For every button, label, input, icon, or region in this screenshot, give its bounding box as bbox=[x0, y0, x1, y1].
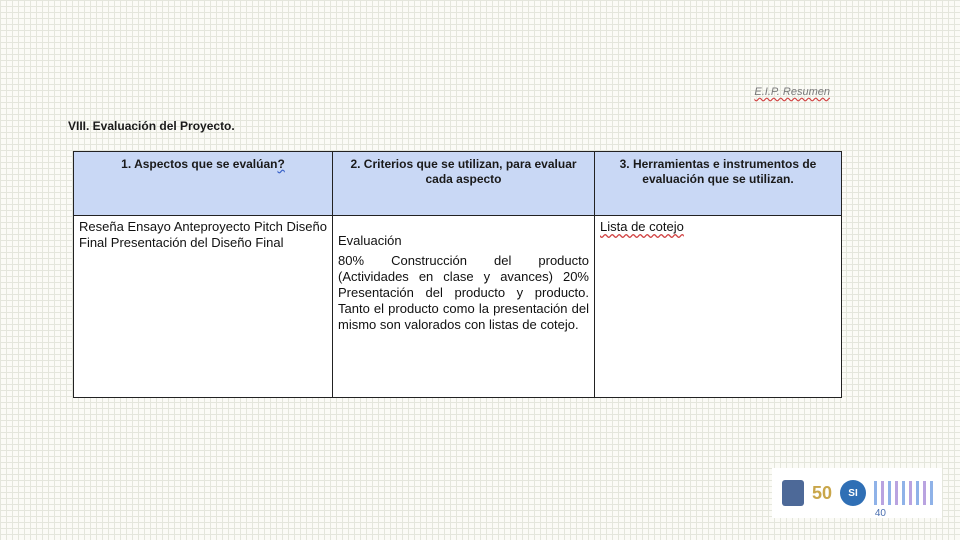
cell-criteria bbox=[333, 216, 595, 398]
evaluation-table bbox=[73, 151, 842, 398]
cell-aspects: Reseña Ensayo Anteproyecto Pitch Diseño Final Presentación del Diseño Final bbox=[74, 216, 333, 398]
anniversary-logo: 50 bbox=[812, 483, 833, 503]
criteria-body: 80% Construcción del producto (Actividades en clase y avances) 20% Presentación del producto y producto. Tanto el producto como la presentación del mismo son valorados con listas de cotejo. bbox=[338, 253, 589, 332]
header-tag: E.I.P. Resumen bbox=[754, 86, 830, 98]
header-aspects-suffix: ? bbox=[277, 157, 285, 171]
header-aspects-text: 1. Aspectos que se evalúan bbox=[121, 157, 278, 171]
tools-text: Lista de cotejo bbox=[600, 219, 684, 234]
header-tools: 3. Herramientas e instrumentos de evaluación que se utilizan. bbox=[595, 152, 842, 216]
table-row bbox=[74, 216, 842, 398]
section-title: VIII. Evaluación del Proyecto. bbox=[68, 119, 235, 133]
cell-tools bbox=[595, 216, 842, 398]
si-logo: SI bbox=[840, 480, 866, 506]
stripes-logo-icon bbox=[874, 481, 934, 505]
criteria-label: Evaluación bbox=[338, 233, 402, 248]
header-aspects bbox=[74, 152, 333, 216]
unam-logo-icon bbox=[782, 480, 804, 506]
header-criteria: 2. Criterios que se utilizan, para evaluar cada aspecto bbox=[333, 152, 595, 216]
page-number: 40 bbox=[874, 508, 886, 519]
table-header-row bbox=[74, 152, 842, 216]
